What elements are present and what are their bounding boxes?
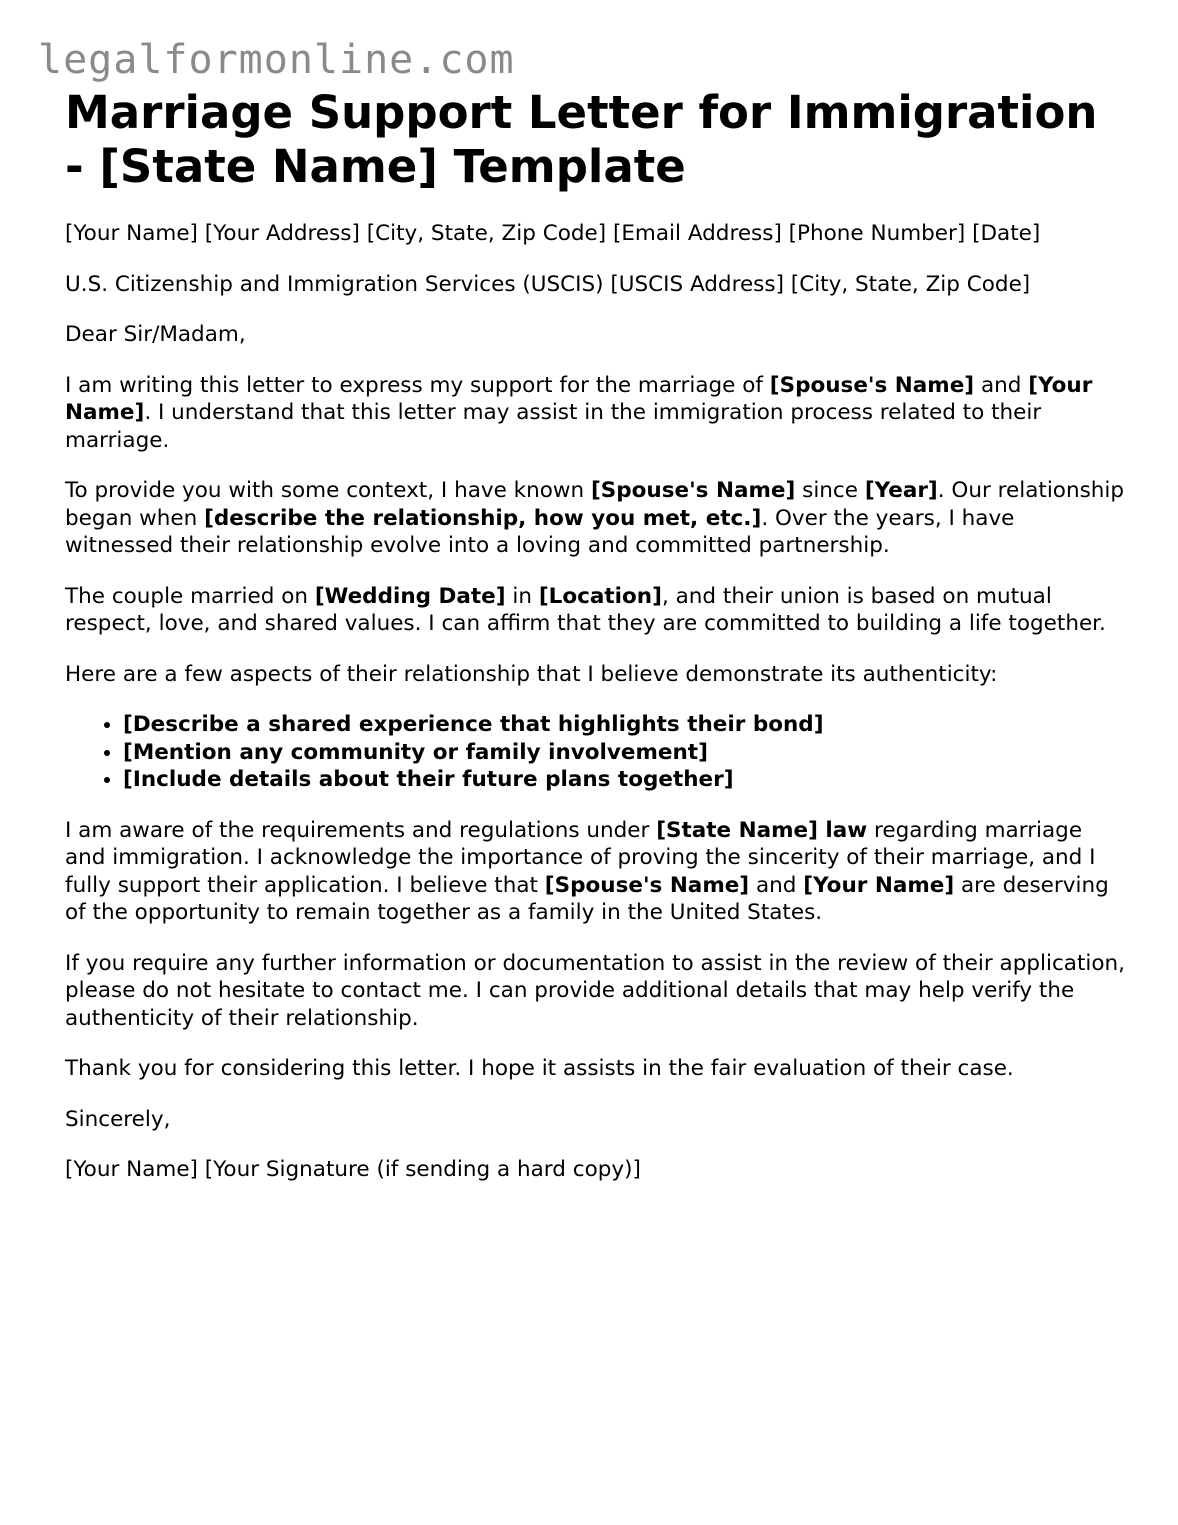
paragraph-further-info: If you require any further information or documentation to assist in the review of their application, please do not hesitate to contact me. I can provide additional details that may help verify the authenticity of their relationship.	[65, 950, 1125, 1031]
paragraph-aspects-intro: Here are a few aspects of their relationship that I believe demonstrate its authenticity:	[65, 661, 998, 687]
paragraph-thanks: Thank you for considering this letter. I hope it assists in the fair evaluation of their case.	[65, 1056, 1014, 1081]
paragraph-requirements: I am aware of the requirements and regulations under [State Name] law regarding marriage and immigration. I acknowledge the importance of proving the sincerity of their marriage, and I fully support their application. I believe that [Spouse's Name] and [Your Name] are deserving of the opportunity to remain together as a family in the United States.	[65, 817, 1109, 925]
list-item: • [Include details about their future plans together]	[123, 766, 1125, 794]
paragraph-context: To provide you with some context, I have known [Spouse's Name] since [Year]. Our relationship began when [describe the relationship, how you met, etc.]. Over the years, I have witnessed their relationship evolve into a loving and committed partnership.	[65, 478, 1125, 558]
letter-page	[65, 86, 1125, 1207]
aspects-list	[65, 711, 1125, 794]
salutation: Dear Sir/Madam,	[65, 322, 246, 347]
sender-block: [Your Name] [Your Address] [City, State, Zip Code] [Email Address] [Phone Number] [Date]	[65, 221, 1041, 246]
list-item: • [Describe a shared experience that highlights their bond]	[123, 711, 1125, 739]
closing: Sincerely,	[65, 1106, 171, 1132]
page-title: Marriage Support Letter for Immigration - [State Name] Template	[65, 86, 1098, 193]
site-watermark: legalformonline.com	[38, 37, 515, 83]
paragraph-marriage: The couple married on [Wedding Date] in [Location], and their union is based on mutual respect, love, and shared values. I can affirm that they are committed to building a life together.	[65, 583, 1106, 636]
signature-block: [Your Name] [Your Signature (if sending a hard copy)]	[65, 1157, 641, 1182]
list-item: • [Mention any community or family involvement]	[123, 739, 1125, 767]
recipient-block: U.S. Citizenship and Immigration Services (USCIS) [USCIS Address] [City, State, Zip Code]	[65, 271, 1031, 297]
paragraph-support: I am writing this letter to express my support for the marriage of [Spouse's Name] and [Your Name]. I understand that this letter may assist in the immigration process related to their marriage.	[65, 372, 1093, 453]
